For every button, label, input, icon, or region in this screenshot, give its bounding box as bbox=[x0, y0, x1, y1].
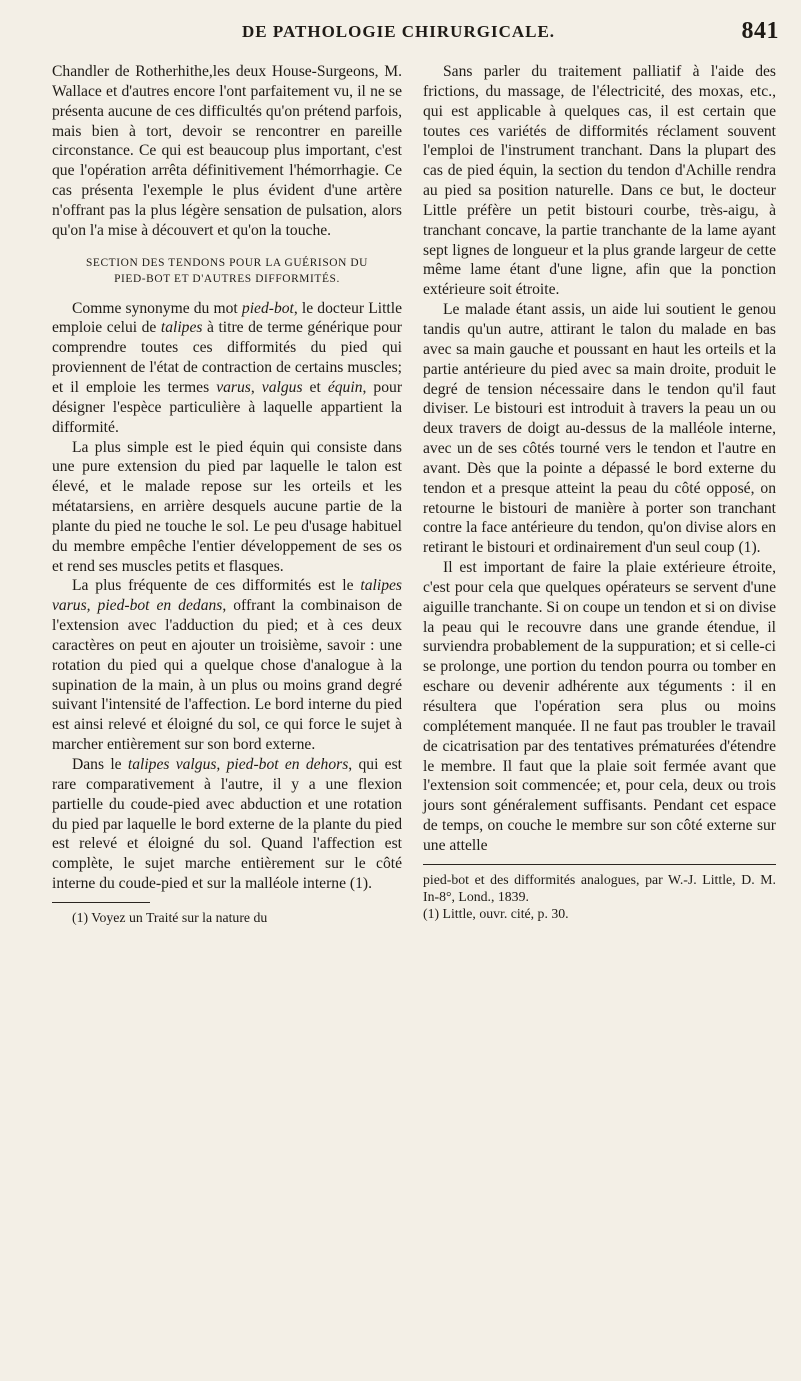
section-heading-line: SECTION DES TENDONS POUR LA GUÉRISON DU bbox=[85, 256, 369, 269]
term-equin: équin bbox=[327, 378, 363, 396]
section-heading bbox=[52, 255, 402, 287]
paragraph bbox=[52, 299, 402, 438]
footnote: (1) Voyez un Traité sur la nature du bbox=[72, 909, 268, 925]
footnote-rule bbox=[52, 902, 150, 903]
term-talipes-varus: talipes varus, pied-bot en dedans bbox=[52, 577, 402, 615]
text-run: La plus fréquente de ces difformités est le bbox=[72, 577, 361, 595]
text-run: , le docteur Little emploie celui de bbox=[52, 299, 402, 337]
footnote-rule bbox=[423, 864, 776, 865]
text-run: , qui est rare comparativement à l'autre, il y a une flexion partielle du coude-pied avec abduction et une rotation du pied par laquelle le bord externe de la plante du pied est relevé et éloigné du sol. Quand l'affection est complète, le sujet marche entièrement sur le côté interne du coude-pied et sur la malléole interne (1). bbox=[52, 756, 402, 893]
text-run: Comme synonyme du mot bbox=[72, 299, 242, 317]
right-column bbox=[423, 62, 776, 922]
paragraph: Il est important de faire la plaie extérieure étroite, c'est pour cela que quelques opérateurs se servent d'une aiguille tranchante. Si on coupe un tendon et si on divise la peau qui le recouvre dans une grande étendue, il surviendra probablement de la suppuration; et si celle-ci se prolonge, une portion du tendon pourra ou tomber en eschare ou devenir adhérente aux téguments : il en résultera que l'opération sera plus ou moins complétement manquée. Il ne faut pas troubler le travail de cicatrisation par des tentatives prématurées d'étendre le membre. Il faut que la plaie soit fermée avant que l'extension soit commencée; et, pour cela, deux ou trois jours sont généralement suffisants. Pendant cet espace de temps, on couche le membre sur son côté externe sur une attelle bbox=[423, 559, 776, 854]
paragraph bbox=[52, 755, 402, 894]
paragraph: Sans parler du traitement palliatif à l'aide des frictions, du massage, de l'électricité, des moxas, etc., qui est applicable à quelques cas, il est certain que toutes ces variétés de difformités réclament souvent l'emploi de l'instrument tranchant. Dans la plupart des cas de pied équin, la section du tendon d'Achille rendra au pied sa position naturelle. Dans ce but, le docteur Little préfère un petit bistouri courbe, très-aigu, à tranchant concave, la partie tranchante de la lame ayant sept lignes de longueur et la plus grande largeur de cette même lame étant d'une ligne, afin que la ponction extérieure soit étroite. bbox=[423, 63, 776, 299]
text-run: , pour désigner l'espèce particulière à laquelle appartient la difformité. bbox=[52, 378, 403, 436]
paragraph: Chandler de Rotherhithe,les deux House-Surgeons, M. Wallace et d'autres encore l'ont parfaitement vu, il ne se présenta aucune de ces difficultés qu'on prétend parfois, mais bien à tort, devoir se rencontrer en pareille circonstance. Ce qui est beaucoup plus important, c'est que l'opération arrêta définitivement l'hémorrhagie. Ce cas présenta l'exemple le plus évident d'une artère n'offrant pas la plus légère sensation de pulsation, alors qu'on l'a mise à découvert et qu'on la touche. bbox=[52, 63, 402, 239]
text-run: , bbox=[250, 378, 262, 396]
section-heading-line: PIED-BOT ET D'AUTRES DIFFORMITÉS. bbox=[114, 272, 340, 285]
running-title: DE PATHOLOGIE CHIRURGICALE. bbox=[242, 22, 556, 41]
left-column bbox=[52, 62, 402, 926]
term-valgus: valgus bbox=[261, 378, 303, 396]
text-run: à titre de terme générique pour comprendre toutes ces difformités du pied qui proviennent de l'état de contraction de certains muscles; et il emploie les termes bbox=[52, 319, 403, 396]
page-header bbox=[50, 14, 779, 50]
page-number: 841 bbox=[741, 18, 779, 44]
term-talipes: talipes bbox=[160, 319, 203, 337]
term-talipes-valgus: talipes valgus, pied-bot en dehors bbox=[127, 756, 349, 773]
footnote-continuation: pied-bot et des difformités analogues, par W.-J. Little, D. M. In-8°, Lond., 1839. bbox=[423, 871, 776, 904]
text-run: et bbox=[302, 378, 328, 396]
text-run: , offrant la combinaison de l'extension avec l'adduction du pied; et à ces deux caractères on peut en ajouter un troisième, savoir : une rotation du pied qui a quelque chose d'analogue à la supination de la main, à un plus ou moins grand degré suivant l'intensité de l'affection. Le bord interne du pied est ainsi relevé et éloigné du sol, ce qui force le sujet à marcher entièrement sur son bord externe. bbox=[52, 597, 402, 754]
paragraph: Le malade étant assis, un aide lui soutient le genou tandis qu'un autre, attirant le talon du malade en bas avec sa main gauche et poussant en haut les orteils et la partie antérieure du pied avec sa main droite, produit le degré de tension nécessaire dans le tendon qu'il faut diviser. Le bistouri est introduit à travers la peau un ou deux travers de doigt au-dessus de la malléole interne, avec un de ses côtés tourné vers le tendon et l'autre en avant. Dès que la pointe a dépassé le bord externe du tendon et a presque atteint la peau du côté opposé, on retourne le bistouri de manière à porter son tranchant contre la face antérieure du tendon, qu'on divise alors en retirant le bistouri et ordinairement d'un seul coup (1). bbox=[423, 301, 776, 557]
paragraph: La plus simple est le pied équin qui consiste dans une pure extension du pied par laquelle le talon est élevé, et le malade repose sur les orteils et les métatarsiens, en arrière desquels aucune partie de la plante du pied ne touche le sol. Le peu d'usage habituel du membre empêche l'entier développement de ses os et rend ses muscles petits et flasques. bbox=[52, 438, 402, 575]
term-pied-bot: pied-bot bbox=[241, 299, 294, 317]
paragraph bbox=[52, 576, 402, 755]
footnote: (1) Little, ouvr. cité, p. 30. bbox=[423, 905, 569, 921]
term-varus: varus bbox=[216, 378, 251, 396]
text-run: Dans le bbox=[72, 756, 128, 773]
